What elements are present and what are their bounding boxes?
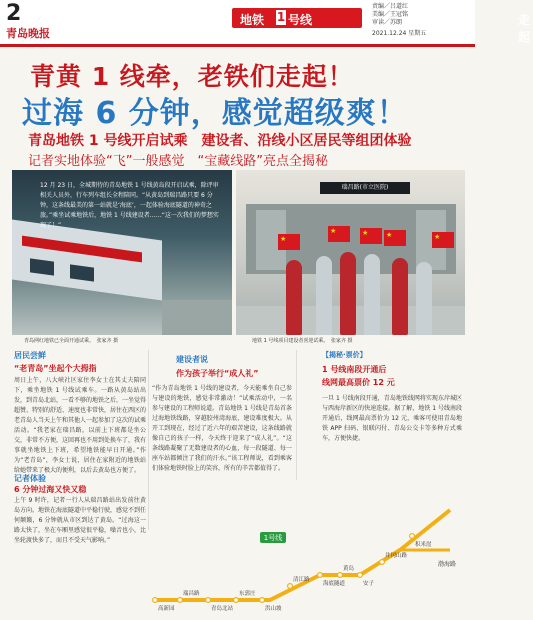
red-flag-icon: ★ (432, 232, 454, 248)
route-map (150, 480, 475, 620)
col1-title: “老青岛”坐起个大拇指 (14, 364, 97, 373)
worker-figure (316, 256, 332, 335)
red-flag-icon: ★ (384, 230, 406, 246)
station-dot (178, 598, 183, 603)
line-badge: 1号线 (263, 534, 283, 542)
col3-body: 一旦 1 号线南段开通，青岛地铁线网将实现东岸城区与西海岸新区的快速连接。据了解，地铁 1 号线南段开通后，线网最高票价为 12 元，乘客可使用青岛地铁 APP 扫码、银联闪付、青岛公交卡等多种方式乘车，方便快捷。 (322, 395, 462, 442)
section-line-label: 号线 (288, 13, 313, 27)
headline-subdeck: 记者实地体验“飞”一般感觉 “宝藏线路”亮点全揭秘 (28, 154, 328, 169)
worker-figure (286, 260, 302, 335)
station-dot (338, 573, 343, 578)
col1-body: 周日上午，八大峡社区家住李女士在其丈夫陪同下，乘坐地铁 1 号线试乘车。一路从黄岛站出发，到青岛北站，一看不够的地铁之后，一坐觉得超赞、特别的舒适、速度也非常快，居住在西区的老青岛人当天上午和其他人一起参加了这次的试乘活动。“我老家在瑞昌路，以前上下班都是坐公交，非常不方便，这回再也不用到处换车了，我有事就坐地铁上下班，希望地铁能早日开通。”作为“老青岛”，李女士说，居住在家附近的地铁站给她带来了极大的便利，以后去黄岛也方便了。 (14, 377, 147, 474)
column-divider (148, 350, 149, 530)
photo-caption-left: 青岛网红地铁已全面开通试乘。 张家齐 摄 (24, 338, 119, 344)
station-dot (260, 598, 265, 603)
station-label: 洪山坡 (265, 606, 282, 612)
proofreader-credit: 审读／苏朗 (372, 19, 403, 26)
station-sign: 瑞昌路(市立医院) (320, 182, 410, 194)
red-flag-icon: ★ (328, 226, 350, 242)
col2-kicker: 建设者说 (176, 355, 208, 364)
station-label: 瑞昌路 (183, 591, 200, 597)
worker-figure (364, 254, 380, 335)
col1-kicker: 居民尝鲜 (14, 351, 46, 360)
photo-intro-text: 12 月 23 日，全城期待的青岛地铁 1 号线黄岛段开启试乘，除评审相关人员外，行车列车组长全程陪同。“从黄岛到瑞昌路只要 6 分钟，这条线最美的第一站就是‘海底’，一起体验海底隧道的神奇之旅。”乘坐试乘地铁后，地铁 1 号线建设者……“这一次我们的梦想实现了！” (40, 182, 219, 229)
station-dot (234, 598, 239, 603)
headline-main: 青黄 1 线牵，老铁们走起！ (30, 62, 354, 91)
header-rule (0, 44, 475, 47)
station-label: 黄岛 (343, 566, 355, 572)
station-label: 安子 (363, 581, 375, 587)
station-label: 东郭庄 (239, 591, 256, 597)
station-dot (358, 573, 363, 578)
section-line-number: 1 (276, 10, 286, 24)
col1-kicker-2: 记者体验 (14, 474, 46, 483)
station-label: 清江路 (293, 577, 310, 583)
col3-kicker: 【揭秘·票价】 (322, 351, 367, 359)
station-dot (318, 573, 323, 578)
headline-deck: 青岛地铁 1 号线开启试乘 建设者、沿线小区居民等组团体验 (28, 133, 412, 149)
station-dot (288, 584, 293, 589)
station-label: 海底隧道 (323, 581, 346, 587)
station-dot (380, 560, 385, 565)
photo-caption-right: 地铁 1 号线项目建设者喜迎试乘。 张家齐 摄 (252, 338, 353, 344)
col1-body-2: 上午 9 时许，记者一行人从瑞昌路站出发前往黄岛方向。地铁在海底隧道中平稳行驶，感觉不到任何颠簸，6 分钟就从市区到达了黄岛。“过海这一路太快了，坐在车厢里感觉很平稳，噪音也小，比坐轮渡快多了，而且不受天气影响。” (14, 497, 147, 544)
worker-figure (416, 262, 432, 335)
station-label: 高新园 (158, 606, 175, 612)
station-dot (410, 534, 415, 539)
red-flag-icon: ★ (360, 228, 382, 244)
designer-credit: 美编／王冠铭 (372, 11, 409, 18)
col1-title-2: 6 分钟过海又快又稳 (14, 485, 87, 494)
worker-figure (392, 258, 408, 335)
station-label: 井冈山路 (385, 553, 408, 559)
headline-secondary: 过海 6 分钟，感觉超级爽！ (22, 96, 408, 131)
col2-body: “作为青岛地铁 1 号线的建设者，今天能乘坐自己参与建设的地铁，感觉非常激动！”试乘活动中，一名参与建设的工程师说道。青岛地铁 1 号线是青岛首条过海地铁线路，穿越胶州湾海底，建设难度极大。从开工到现在，经过了近六年的艰苦建设，这条线路就像自己的孩子一样，今天终于迎来了“成人礼”。“这条线路凝聚了无数建设者的心血，每一段隧道、每一座车站都倾注了我们的汗水。”该工程师说，看到乘客们体验地铁时脸上的笑容，所有的辛苦都值得了。 (152, 385, 292, 472)
page-number: 2 (6, 1, 22, 26)
station-dot (206, 598, 211, 603)
station-label: 青岛北站 (211, 606, 234, 612)
column-divider (296, 350, 297, 480)
worker-figure (340, 252, 356, 335)
platform-shape (162, 300, 232, 335)
station-dot (153, 598, 158, 603)
section-tagline: 走起 (518, 13, 533, 44)
red-flag-icon: ★ (278, 234, 300, 250)
col2-title: 作为孩子举行“成人礼” (176, 369, 259, 378)
photo-station-group (236, 170, 465, 335)
station-label: 积米崖 (415, 542, 432, 548)
editor-credit: 责编／吕道红 (372, 3, 409, 10)
issue-date: 2021.12.24 星期五 (372, 30, 427, 37)
station-label: 渤海路 (438, 561, 457, 568)
col3-title-2: 线网最高票价 12 元 (322, 378, 395, 387)
col3-title-1: 1 号线南段开通后 (322, 365, 387, 374)
newspaper-logo: 青岛晚报 (6, 27, 50, 40)
section-subway-label: 地铁 (240, 13, 265, 27)
